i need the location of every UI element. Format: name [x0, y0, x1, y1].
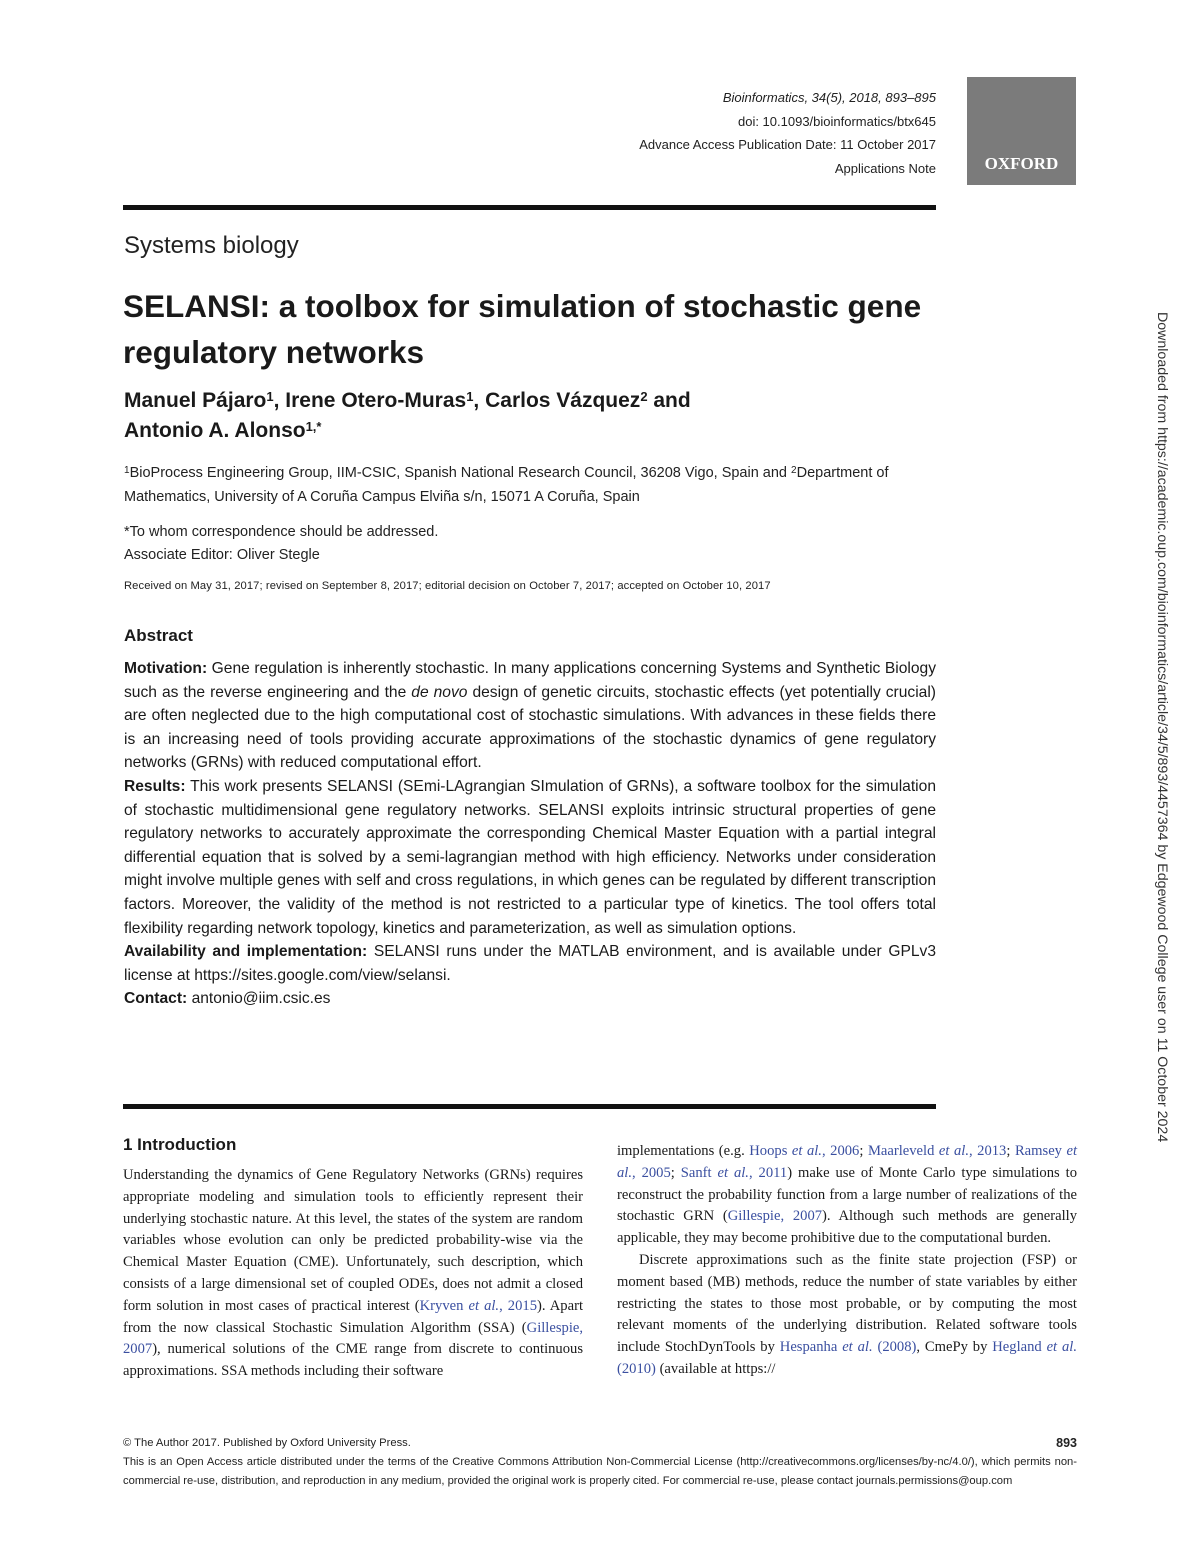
- author-name[interactable]: Manuel Pájaro: [124, 389, 267, 412]
- abstract-contact: [124, 987, 936, 1011]
- page-number: 893: [1056, 1436, 1077, 1450]
- ref-author: Hegland: [992, 1339, 1042, 1356]
- motivation-italic: de novo: [411, 683, 468, 701]
- ref-author: Maarleveld: [867, 1143, 935, 1159]
- affiliation-2: Department of Mathematics, University of A Coruña Campus Elviña s/n, 15071 A Coruña, Spain: [124, 465, 889, 505]
- abstract-body: [124, 657, 936, 1011]
- article-title: SELANSI: a toolbox for simulation of stochastic gene regulatory networks: [123, 288, 922, 370]
- author-name[interactable]: Antonio A. Alonso: [124, 419, 306, 442]
- ref-kryven-link[interactable]: [420, 1298, 537, 1314]
- intro-text: ), numerical solutions of the CME range from discrete to continuous approximations. SSA methods including their software: [123, 1341, 583, 1380]
- oxford-logo: [967, 77, 1076, 185]
- author-separator: and: [647, 389, 691, 412]
- ref-author: Hespanha: [779, 1339, 838, 1356]
- intro-text: ). Apart from the now classical Stochastic Simulation Algorithm (SSA) (: [123, 1297, 583, 1336]
- article-type: Applications Note: [834, 160, 936, 176]
- intro-left-column: [123, 1134, 583, 1383]
- abstract-heading: Abstract: [124, 626, 193, 645]
- availability-label: Availability and implementation:: [124, 943, 368, 961]
- oxford-logo-text: OXFORD: [984, 154, 1059, 173]
- ref-separator: ;: [859, 1143, 868, 1159]
- contact-email[interactable]: antonio@iim.csic.es: [187, 990, 331, 1008]
- intro-paragraph-1: [123, 1165, 583, 1383]
- ref-year: , 2015: [499, 1297, 537, 1314]
- copyright-notice: © The Author 2017. Published by Oxford University Press.: [123, 1437, 411, 1449]
- ref-gillespie-link[interactable]: Gillespie, 2007: [727, 1208, 823, 1225]
- ref-author: Sanft: [680, 1164, 712, 1181]
- ref-year: , 2006: [821, 1143, 860, 1159]
- ref-year: (2010): [617, 1360, 656, 1377]
- top-rule: [123, 205, 936, 210]
- download-watermark: [1152, 312, 1172, 1232]
- motivation-text-cont: design of genetic circuits, stochastic effects (yet potentially crucial) are often neglected due to the high computational cost of stochastic simulations. With advances in these fields there is an increasing need of tools providing accurate approximations of the stochastic dynamics of gene regulatory networks (GRNs) with reduced computational effort.: [124, 683, 936, 772]
- author-name[interactable]: Irene Otero-Muras: [285, 389, 467, 412]
- ref-author: Hoops: [749, 1143, 788, 1159]
- correspondence-note: *To whom correspondence should be addressed.: [124, 524, 439, 540]
- author-list: [124, 386, 924, 446]
- ref-maarleveld-link[interactable]: [868, 1143, 1006, 1159]
- author-affil-sup: 1: [466, 389, 474, 404]
- journal-citation: Bioinformatics, 34(5), 2018, 893–895: [722, 90, 936, 105]
- intro-right-column: [617, 1141, 1077, 1381]
- download-watermark-text: Downloaded from https://academic.oup.com/bioinformatics/article/34/5/893/4457364 by Edgewood College user on 11 October 2024: [1154, 312, 1170, 1143]
- intro-text: Understanding the dynamics of Gene Regulatory Networks (GRNs) requires appropriate modeling and simulation tools to efficiently represent their underlying stochastic nature. At this level, the states of the system are random variables whose evolution can only be predicted probability-wise via the Chemical Master Equation (CME). Unfortunately, such description, which consists of a large dimensional set of coupled ODEs, does not admit a closed form solution in most cases of practical interest (: [123, 1167, 583, 1314]
- motivation-label: Motivation:: [124, 660, 208, 677]
- ref-gillespie-link[interactable]: Gillespie, 2007: [123, 1319, 583, 1358]
- intro-text: ). Although such methods are generally applicable, they may become prohibitive due to the computational burden.: [617, 1208, 1077, 1247]
- ref-author: Ramsey: [1014, 1143, 1062, 1159]
- affil-sup: 2: [791, 465, 797, 476]
- intro-paragraph-2: [617, 1250, 1077, 1381]
- ref-etal: et al.: [934, 1143, 969, 1159]
- ref-etal: et al.: [463, 1297, 500, 1314]
- ref-separator: ;: [1006, 1143, 1015, 1159]
- results-text: This work presents SELANSI (SEmi-LAgrangian SImulation of GRNs), a software toolbox for the simulation of stochastic multidimensional gene regulatory networks. SELANSI exploits intrinsic structural properties of gene regulatory networks to accurately approximate the corresponding Chemical Master Equation with a partial integral differential equation that is solved by a semi-lagrangian method with high efficiency. Networks under consideration might involve multiple genes with self and cross regulations, in which genes can be regulated by different transcription factors. Moreover, the validity of the method is not restricted to a particular type of kinetics. The tool offers total flexibility regarding network topology, kinetics and parameterization, as well as simulation options.: [124, 777, 936, 937]
- author-name[interactable]: Carlos Vázquez: [485, 389, 641, 412]
- abstract-availability: [124, 940, 936, 987]
- license-notice: This is an Open Access article distributed under the terms of the Creative Commons Attribution Non-Commercial License (http://creativecommons.org/licenses/by-nc/4.0/), which permits non-commercial re-use, distribution, and reproduction in any medium, provided the original work is properly cited. For commercial re-use, please contact journals.permissions@oup.com: [123, 1456, 1077, 1487]
- author-affil-sup: 2: [640, 389, 648, 404]
- author-affil-sup: 1,*: [305, 419, 322, 434]
- intro-text: ) make use of Monte Carlo type simulations to reconstruct the probability function from a large number of realizations of the stochastic GRN (: [617, 1164, 1077, 1225]
- motivation-text: Gene regulation is inherently stochastic. In many applications concerning Systems and Synthetic Biology such as the reverse engineering and the: [124, 660, 936, 701]
- ref-etal: et al.: [711, 1164, 749, 1181]
- author-separator: ,: [273, 389, 286, 412]
- publication-date: Advance Access Publication Date: 11 October 2017: [639, 137, 936, 152]
- intro-paragraph-1-cont: [617, 1141, 1077, 1250]
- ref-year: , 2005: [632, 1164, 671, 1181]
- ref-sanft-link[interactable]: [681, 1165, 787, 1181]
- ref-etal: et al.: [1041, 1339, 1077, 1356]
- ref-etal: et al.: [617, 1143, 1078, 1181]
- availability-text: SELANSI runs under the MATLAB environment, and is available under GPLv3 license at https://sites.google.com/view/selansi.: [124, 943, 936, 984]
- abstract-rule: [123, 1104, 936, 1109]
- ref-year: , 2011: [748, 1164, 788, 1181]
- ref-year: , 2013: [968, 1143, 1007, 1159]
- ref-separator: ;: [670, 1164, 681, 1181]
- affiliations: [124, 461, 939, 509]
- intro-text: Discrete approximations such as the finite state projection (FSP) or moment based (MB) methods, reduce the number of state variables by either restricting the states to those most probable, or by computing the most relevant moments of the underlying distribution. Related software tools include StochDynTools by: [617, 1251, 1077, 1356]
- intro-text: implementations (e.g.: [617, 1143, 750, 1159]
- section-label: Systems biology: [124, 232, 299, 259]
- abstract-motivation: [124, 657, 936, 775]
- contact-label: Contact:: [124, 990, 188, 1008]
- abstract-results: [124, 775, 936, 940]
- ref-hoops-link[interactable]: [749, 1143, 859, 1159]
- footer-row: [123, 1434, 1077, 1453]
- received-dates: Received on May 31, 2017; revised on September 8, 2017; editorial decision on October 7, 2017; accepted on October 10, 2017: [124, 580, 771, 592]
- ref-etal: et al.: [787, 1143, 822, 1159]
- ref-etal: et al.: [837, 1339, 873, 1356]
- ref-author: Kryven: [419, 1297, 464, 1314]
- journal-meta: [639, 86, 936, 180]
- correspondence-block: [124, 521, 438, 567]
- affil-sup: 1: [124, 465, 130, 476]
- author-separator: ,: [473, 389, 486, 412]
- ref-year: (2008): [872, 1339, 917, 1356]
- doi[interactable]: doi: 10.1093/bioinformatics/btx645: [737, 113, 936, 129]
- intro-text: , CmePy by: [916, 1339, 993, 1356]
- associate-editor: Associate Editor: Oliver Stegle: [124, 547, 320, 563]
- results-label: Results:: [124, 777, 186, 795]
- affiliation-1: BioProcess Engineering Group, IIM-CSIC, Spanish National Research Council, 36208 Vigo, Spain and: [129, 465, 792, 481]
- intro-heading: 1 Introduction: [123, 1135, 237, 1154]
- ref-hespanha-link[interactable]: [780, 1339, 917, 1355]
- author-affil-sup: 1: [266, 389, 274, 404]
- page-footer: [123, 1434, 1077, 1491]
- intro-text: (available at https://: [655, 1360, 776, 1377]
